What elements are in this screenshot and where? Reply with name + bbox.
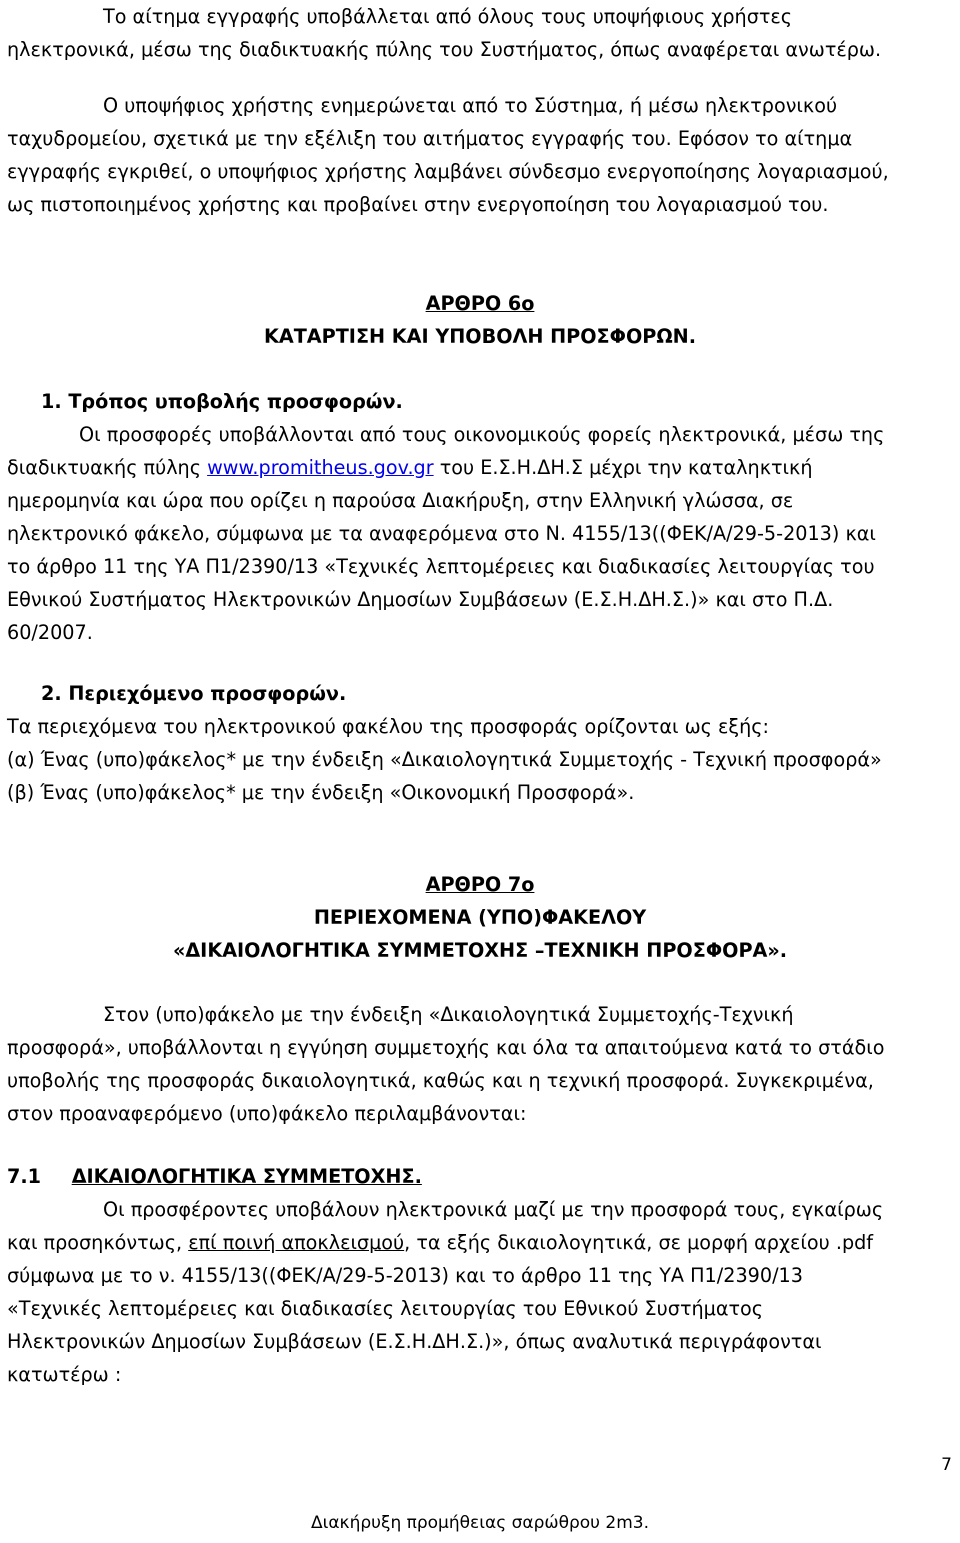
text-line: Εθνικού Συστήματος Ηλεκτρονικών Δημοσίων Συμβάσεων (Ε.Σ.Η.ΔΗ.Σ.)» και στο Π.Δ. — [7, 588, 834, 611]
paragraph-registration-request — [7, 0, 959, 66]
section-7-1 — [7, 1160, 959, 1391]
text-line: 60/2007. — [7, 621, 93, 644]
section-title: ΔΙΚΑΙΟΛΟΓΗΤΙΚΑ ΣΥΜΜΕΤΟΧΗΣ. — [71, 1165, 422, 1188]
text-line — [7, 451, 959, 484]
section-title: Τρόπος υποβολής προσφορών. — [68, 390, 403, 413]
section-title: Περιεχόμενο προσφορών. — [68, 682, 347, 705]
text-line: Το αίτημα εγγραφής υποβάλλεται από όλους τους υποψήφιους χρήστες — [103, 5, 793, 28]
text-line — [7, 1226, 959, 1259]
text-line: σύμφωνα με το ν. 4155/13((ΦΕΚ/Α/29-5-2013) και το άρθρο 11 της ΥΑ Π1/2390/13 — [7, 1264, 803, 1287]
article-6-title: ΑΡΘΡΟ 6ο — [425, 292, 535, 315]
text-line: στον προαναφερόμενο (υπο)φάκελο περιλαμβάνονται: — [7, 1102, 527, 1125]
text-fragment: και προσηκόντως, — [7, 1231, 189, 1254]
exclusion-penalty-text: επί ποινή αποκλεισμού — [188, 1231, 405, 1254]
promitheus-link[interactable]: www.promitheus.gov.gr — [207, 456, 434, 479]
paragraph-envelope-contents — [7, 998, 959, 1130]
text-line: ως πιστοποιημένος χρήστης και προβαίνει στην ενεργοποίηση του λογαριασμού του. — [7, 193, 829, 216]
text-line: προσφορά», υποβάλλονται η εγγύηση συμμετοχής και όλα τα απαιτούμενα κατά το στάδιο — [7, 1036, 885, 1059]
section-heading — [7, 1160, 959, 1193]
text-line: υποβολής της προσφοράς δικαιολογητικά, καθώς και η τεχνική προσφορά. Συγκεκριμένα, — [7, 1069, 874, 1092]
text-line: Ηλεκτρονικών Δημοσίων Συμβάσεων (Ε.Σ.Η.ΔΗ.Σ.)», όπως αναλυτικά περιγράφονται — [7, 1330, 822, 1353]
article-7-title: ΑΡΘΡΟ 7ο — [425, 873, 535, 896]
text-line: Οι προσφορές υποβάλλονται από τους οικονομικούς φορείς ηλεκτρονικά, μέσω της — [79, 423, 885, 446]
text-line: ταχυδρομείου, σχετικά με την εξέλιξη του αιτήματος εγγραφής του. Εφόσον το αίτημα — [7, 127, 853, 150]
page-footer: Διακήρυξη προμήθειας σαρώθρου 2m3. — [310, 1513, 650, 1533]
paragraph-user-notification — [7, 89, 959, 221]
text-line: εγγραφής εγκριθεί, ο υποψήφιος χρήστης λαμβάνει σύνδεσμο ενεργοποίησης λογαριασμού, — [7, 160, 889, 183]
section-submission-method — [7, 385, 959, 649]
text-line: (α) Ένας (υπο)φάκελος* με την ένδειξη «Δικαιολογητικά Συμμετοχής - Τεχνική προσφορά» — [7, 748, 882, 771]
article-6-subtitle: ΚΑΤΑΡΤΙΣΗ ΚΑΙ ΥΠΟΒΟΛΗ ΠΡΟΣΦΟΡΩΝ. — [264, 325, 696, 348]
text-line: ηλεκτρονικό φάκελο, σύμφωνα με τα αναφερόμενα στο Ν. 4155/13((ΦΕΚ/Α/29-5-2013) και — [7, 522, 876, 545]
article-7-subtitle: «ΔΙΚΑΙΟΛΟΓΗΤΙΚΑ ΣΥΜΜΕΤΟΧΗΣ –ΤΕΧΝΙΚΗ ΠΡΟΣΦΟΡΑ». — [172, 939, 788, 962]
text-line: Οι προσφέροντες υποβάλουν ηλεκτρονικά μαζί με την προσφορά τους, εγκαίρως — [103, 1198, 884, 1221]
text-line: ηλεκτρονικά, μέσω της διαδικτυακής πύλης του Συστήματος, όπως αναφέρεται ανωτέρω. — [7, 38, 882, 61]
text-line: Ο υποψήφιος χρήστης ενημερώνεται από το Σύστημα, ή μέσω ηλεκτρονικού — [103, 94, 838, 117]
text-line: (β) Ένας (υπο)φάκελος* με την ένδειξη «Οικονομική Προσφορά». — [7, 781, 635, 804]
text-line: Τα περιεχόμενα του ηλεκτρονικού φακέλου της προσφοράς ορίζονται ως εξής: — [7, 715, 769, 738]
article-6-heading — [0, 287, 960, 353]
section-heading — [7, 385, 959, 418]
section-number: 1. — [41, 390, 62, 413]
text-line: Στον (υπο)φάκελο με την ένδειξη «Δικαιολογητικά Συμμετοχής-Τεχνική — [103, 1003, 794, 1026]
section-number: 2. — [41, 682, 62, 705]
text-line: κατωτέρω : — [7, 1363, 122, 1386]
page-number: 7 — [941, 1455, 952, 1475]
article-7-subtitle: ΠΕΡΙΕΧΟΜΕΝΑ (ΥΠΟ)ΦΑΚΕΛΟΥ — [313, 906, 647, 929]
text-fragment: του Ε.Σ.Η.ΔΗ.Σ μέχρι την καταληκτική — [433, 456, 813, 479]
text-line: το άρθρο 11 της ΥΑ Π1/2390/13 «Τεχνικές λεπτομέρειες και διαδικασίες λειτουργίας του — [7, 555, 875, 578]
article-7-heading — [0, 868, 960, 967]
section-heading — [7, 677, 959, 710]
text-line: ημερομηνία και ώρα που ορίζει η παρούσα Διακήρυξη, στην Ελληνική γλώσσα, σε — [7, 489, 794, 512]
text-fragment: , τα εξής δικαιολογητικά, σε μορφή αρχείου .pdf — [404, 1231, 874, 1254]
section-offer-content — [7, 677, 959, 809]
text-line: «Τεχνικές λεπτομέρειες και διαδικασίες λειτουργίας του Εθνικού Συστήματος — [7, 1297, 764, 1320]
section-number: 7.1 — [7, 1165, 41, 1188]
text-fragment: διαδικτυακής πύλης — [7, 456, 208, 479]
